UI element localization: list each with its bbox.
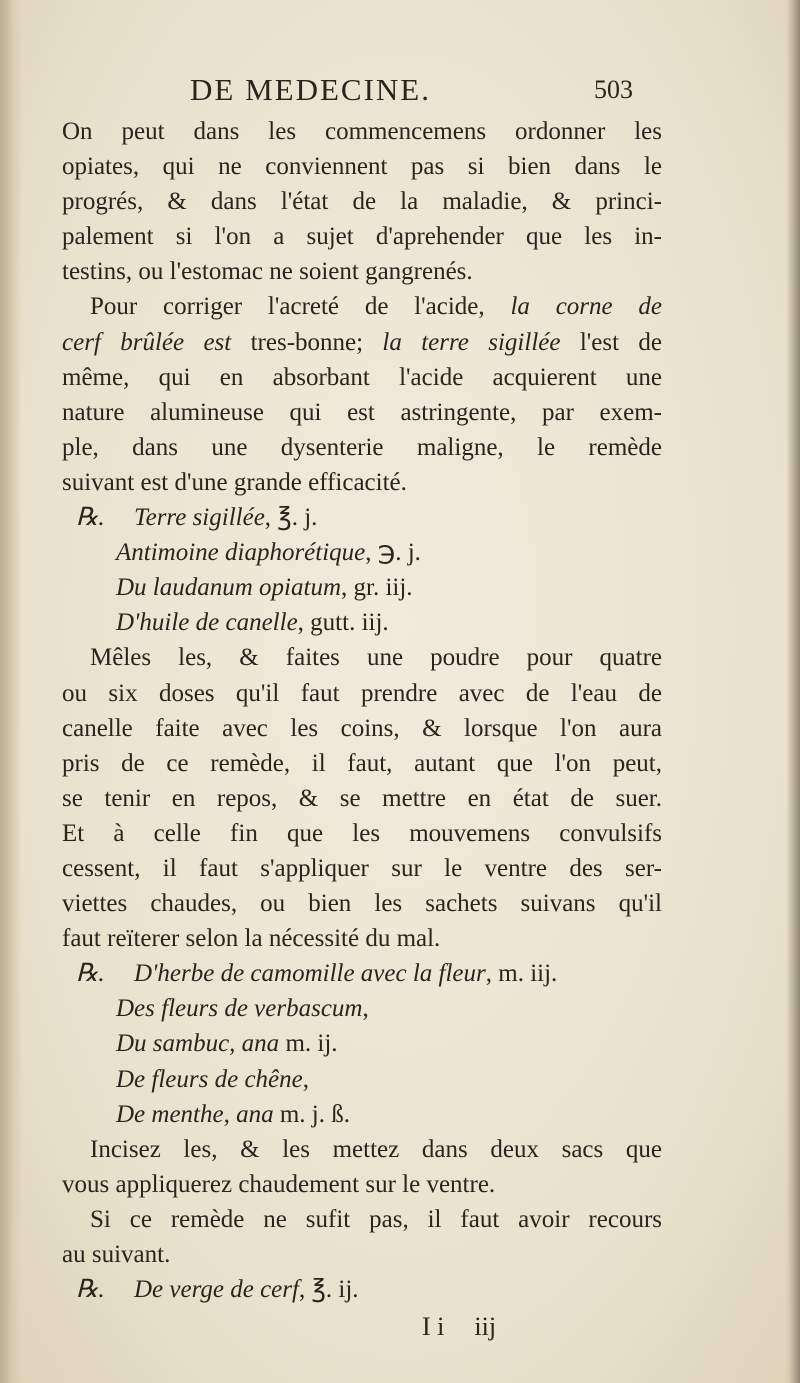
- recipe-sachets: [62, 956, 662, 1131]
- paragraph-opiates: [62, 114, 662, 289]
- text-line: cessent, il faut s'appliquer sur le ventre des ser-: [62, 854, 662, 882]
- text-line: Et à celle fin que les mouvemens convulsifs: [62, 819, 662, 847]
- text-line: [62, 325, 662, 360]
- text-line: ple, dans une dysenterie maligne, le remède: [62, 433, 662, 461]
- text-run: tres-bonne;: [231, 328, 383, 356]
- ingredient-name: De fleurs de chêne: [116, 1065, 303, 1093]
- text-line: viettes chaudes, ou bien les sachets suivans qu'il: [62, 890, 662, 918]
- ingredient-qty: , gr. iij.: [341, 574, 413, 602]
- ingredient-qty: , ℥. ij.: [298, 1276, 359, 1304]
- text-line: Mêles les, & faites une poudre pour quatre: [90, 644, 662, 672]
- recipe-line: [62, 1026, 662, 1061]
- page-header: [62, 70, 662, 110]
- ingredient-name: Des fleurs de verbascum: [116, 995, 363, 1023]
- recipe-symbol: ℞.: [76, 1276, 105, 1304]
- recipe-line: [62, 1062, 662, 1097]
- recipe-line: [62, 605, 662, 640]
- ingredient-name: D'huile de canelle: [116, 609, 298, 637]
- recipe-line: [62, 535, 662, 570]
- recipe-line: [62, 1097, 662, 1132]
- recipe-powder: [62, 500, 662, 640]
- recipe-cerf: [62, 1272, 662, 1307]
- ingredient-name: Du laudanum opiatum: [116, 574, 341, 602]
- recipe-symbol: ℞.: [76, 504, 105, 532]
- text-line: même, qui en absorbant l'acide acquierent une: [62, 363, 662, 391]
- text-line: On peut dans les commencemens ordonner les: [62, 118, 662, 145]
- text-line: Si ce remède ne sufit pas, il faut avoir recours: [90, 1205, 662, 1233]
- text-line: suivant est d'une grande efficacité.: [62, 468, 407, 496]
- ingredient-qty: ,: [302, 1065, 309, 1093]
- paragraph-apply: [62, 1132, 662, 1202]
- ingredient-name: Terre sigillée: [134, 504, 265, 532]
- paragraph-acid: [62, 289, 662, 500]
- text-line: testins, ou l'estomac ne soient gangrenés.: [62, 258, 473, 286]
- signature-letters: I i: [422, 1312, 445, 1341]
- ingredient-qty: , ℥. j.: [264, 504, 318, 532]
- recipe-line: [62, 991, 662, 1026]
- page-number: 503: [594, 75, 633, 104]
- text-line: au suivant.: [62, 1241, 171, 1268]
- ingredient-qty: , ℈. j.: [365, 539, 421, 567]
- ingredient-name: Du sambuc, ana: [116, 1030, 280, 1058]
- text-run: l'est de: [560, 328, 663, 356]
- text-line: faut reïterer selon la nécessité du mal.: [62, 925, 441, 953]
- page-text: [62, 70, 662, 1307]
- recipe-line: [62, 500, 662, 535]
- ingredient-name: De verge de cerf: [134, 1276, 299, 1304]
- ingredient-qty: m. j. ß.: [273, 1100, 350, 1128]
- recipe-symbol: ℞.: [76, 960, 105, 988]
- text-line: progrés, & dans l'état de la maladie, & princi-: [62, 188, 662, 216]
- ingredient-name: De menthe, ana: [116, 1100, 274, 1128]
- recipe-line: [62, 570, 662, 605]
- italic-term: la corne de: [510, 293, 663, 321]
- italic-term: cerf brûlée est: [62, 328, 232, 356]
- ingredient-qty: m. ij.: [279, 1030, 338, 1058]
- text-line: nature alumineuse qui est astringente, par exem-: [62, 398, 662, 426]
- ingredient-name: D'herbe de camomille avec la fleur: [134, 960, 486, 988]
- text-line: vous appliquerez chaudement sur le ventre.: [62, 1170, 496, 1198]
- ingredient-qty: ,: [362, 995, 369, 1023]
- ingredient-qty: , m. iij.: [485, 960, 558, 988]
- ingredient-name: Antimoine diaphorétique: [116, 539, 366, 567]
- text-line: opiates, qui ne conviennent pas si bien dans le: [62, 153, 662, 181]
- signature-number: iij: [474, 1312, 497, 1341]
- text-run: Pour corriger l'acreté de l'acide,: [90, 293, 511, 321]
- text-line: pris de ce remède, il faut, autant que l'on peut,: [62, 749, 662, 777]
- text-line: ou six doses qu'il faut prendre avec de l'eau de: [62, 679, 662, 707]
- signature-mark: [422, 1312, 496, 1342]
- paragraph-next-remedy: [62, 1202, 662, 1272]
- page-edge-shadow: [786, 0, 800, 1383]
- text-line: Incisez les, & les mettez dans deux sacs que: [90, 1135, 662, 1163]
- recipe-line: [62, 1272, 662, 1307]
- page-gutter-shadow: [0, 0, 22, 1383]
- recipe-line: [62, 956, 662, 991]
- ingredient-qty: , gutt. iij.: [297, 609, 389, 637]
- text-line: [62, 289, 662, 324]
- paragraph-instructions: [62, 640, 662, 956]
- text-line: canelle faite avec les coins, & lorsque l'on aura: [62, 714, 662, 742]
- text-line: palement si l'on a sujet d'aprehender que les in-: [62, 223, 662, 251]
- running-head: DE MEDECINE.: [190, 72, 431, 107]
- text-line: se tenir en repos, & se mettre en état de suer.: [62, 784, 662, 812]
- italic-term: la terre sigillée: [382, 328, 561, 356]
